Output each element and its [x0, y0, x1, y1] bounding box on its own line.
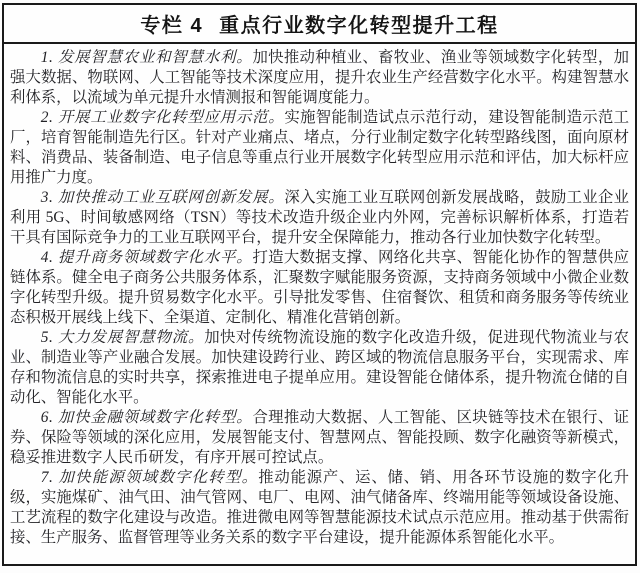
paragraph-3-lead: 3. 加快推动工业互联网创新发展。: [40, 189, 285, 206]
paragraph-6-text: 合理推动大数据、人工智能、区块链等技术在银行、证券、保险等领域的深化应用，发展智能支付、智慧网点、智能投顾、数字化融资等新模式，稳妥推进数字人民币研发，有序开展可控试点。: [10, 409, 629, 466]
paragraph-5-lead: 5. 大力发展智慧物流。: [40, 329, 205, 346]
paragraph-4: [10, 248, 629, 328]
paragraph-7: [10, 468, 629, 548]
paragraph-5-text: 加快对传统物流设施的数字化改造升级，促进现代物流业与农业、制造业等产业融合发展。加快建设跨行业、跨区域的物流信息服务平台，实现需求、库存和物流信息的实时共享，探索推进电子提单应用。建设智能仓储体系，提升物流仓储的自动化、智能化水平。: [10, 329, 629, 406]
paragraph-6: [10, 408, 629, 468]
paragraph-1: [10, 48, 629, 108]
paragraph-4-text: 打造大数据支撑、网络化共享、智能化协作的智慧供应链体系。健全电子商务公共服务体系，汇聚数字赋能服务资源，支持商务领域中小微企业数字化转型升级。提升贸易数字化水平。引导批发零售、住宿餐饮、租赁和商务服务等传统业态积极开展线上线下、全渠道、定制化、精准化营销创新。: [10, 249, 629, 326]
paragraph-1-lead: 1. 发展智慧农业和智慧水利。: [40, 49, 253, 66]
paragraph-3-text: 深入实施工业互联网创新发展战略，鼓励工业企业利用 5G、时间敏感网络（TSN）等技术改造升级企业内外网，完善标识解析体系，打造若干具有国际竞争力的工业互联网平台，提升安全保障能力，推动各行业加快数字化转型。: [10, 189, 629, 246]
paragraph-4-lead: 4. 提升商务领域数字化水平。: [40, 249, 253, 266]
column-title: [4, 5, 635, 44]
column-title-prefix: 专栏 4: [140, 15, 204, 37]
paragraph-5: [10, 328, 629, 408]
paragraph-2-text: 实施智能制造试点示范行动，建设智能制造示范工厂，培育智能制造先行区。针对产业痛点、堵点，分行业制定数字化转型路线图，面向原材料、消费品、装备制造、电子信息等重点行业开展数字化转型应用示范和评估，加大标杆应用推广力度。: [10, 109, 629, 186]
paragraph-2-lead: 2. 开展工业数字化转型应用示范。: [40, 109, 285, 126]
paragraph-2: [10, 108, 629, 188]
paragraph-7-text: 推动能源产、运、储、销、用各环节设施的数字化升级，实施煤矿、油气田、油气管网、电厂、电网、油气储备库、终端用能等领域设备设施、工艺流程的数字化建设与改造。推进微电网等智慧能源技术试点示范应用。推动基于供需衔接、生产服务、监督管理等业务关系的数字平台建设，提升能源体系智能化水平。: [10, 469, 629, 546]
paragraph-3: [10, 188, 629, 248]
column-body: [4, 44, 635, 548]
paragraph-6-lead: 6. 加快金融领域数字化转型。: [40, 409, 253, 426]
paragraph-1-text: 加快推动种植业、畜牧业、渔业等领域数字化转型，加强大数据、物联网、人工智能等技术深度应用，提升农业生产经营数字化水平。构建智慧水利体系，以流域为单元提升水情测报和智能调度能力。: [10, 49, 629, 106]
column-title-text: 重点行业数字化转型提升工程: [219, 15, 499, 37]
column-box-frame: [2, 3, 637, 566]
paragraph-7-lead: 7. 加快能源领域数字化转型。: [40, 469, 259, 486]
